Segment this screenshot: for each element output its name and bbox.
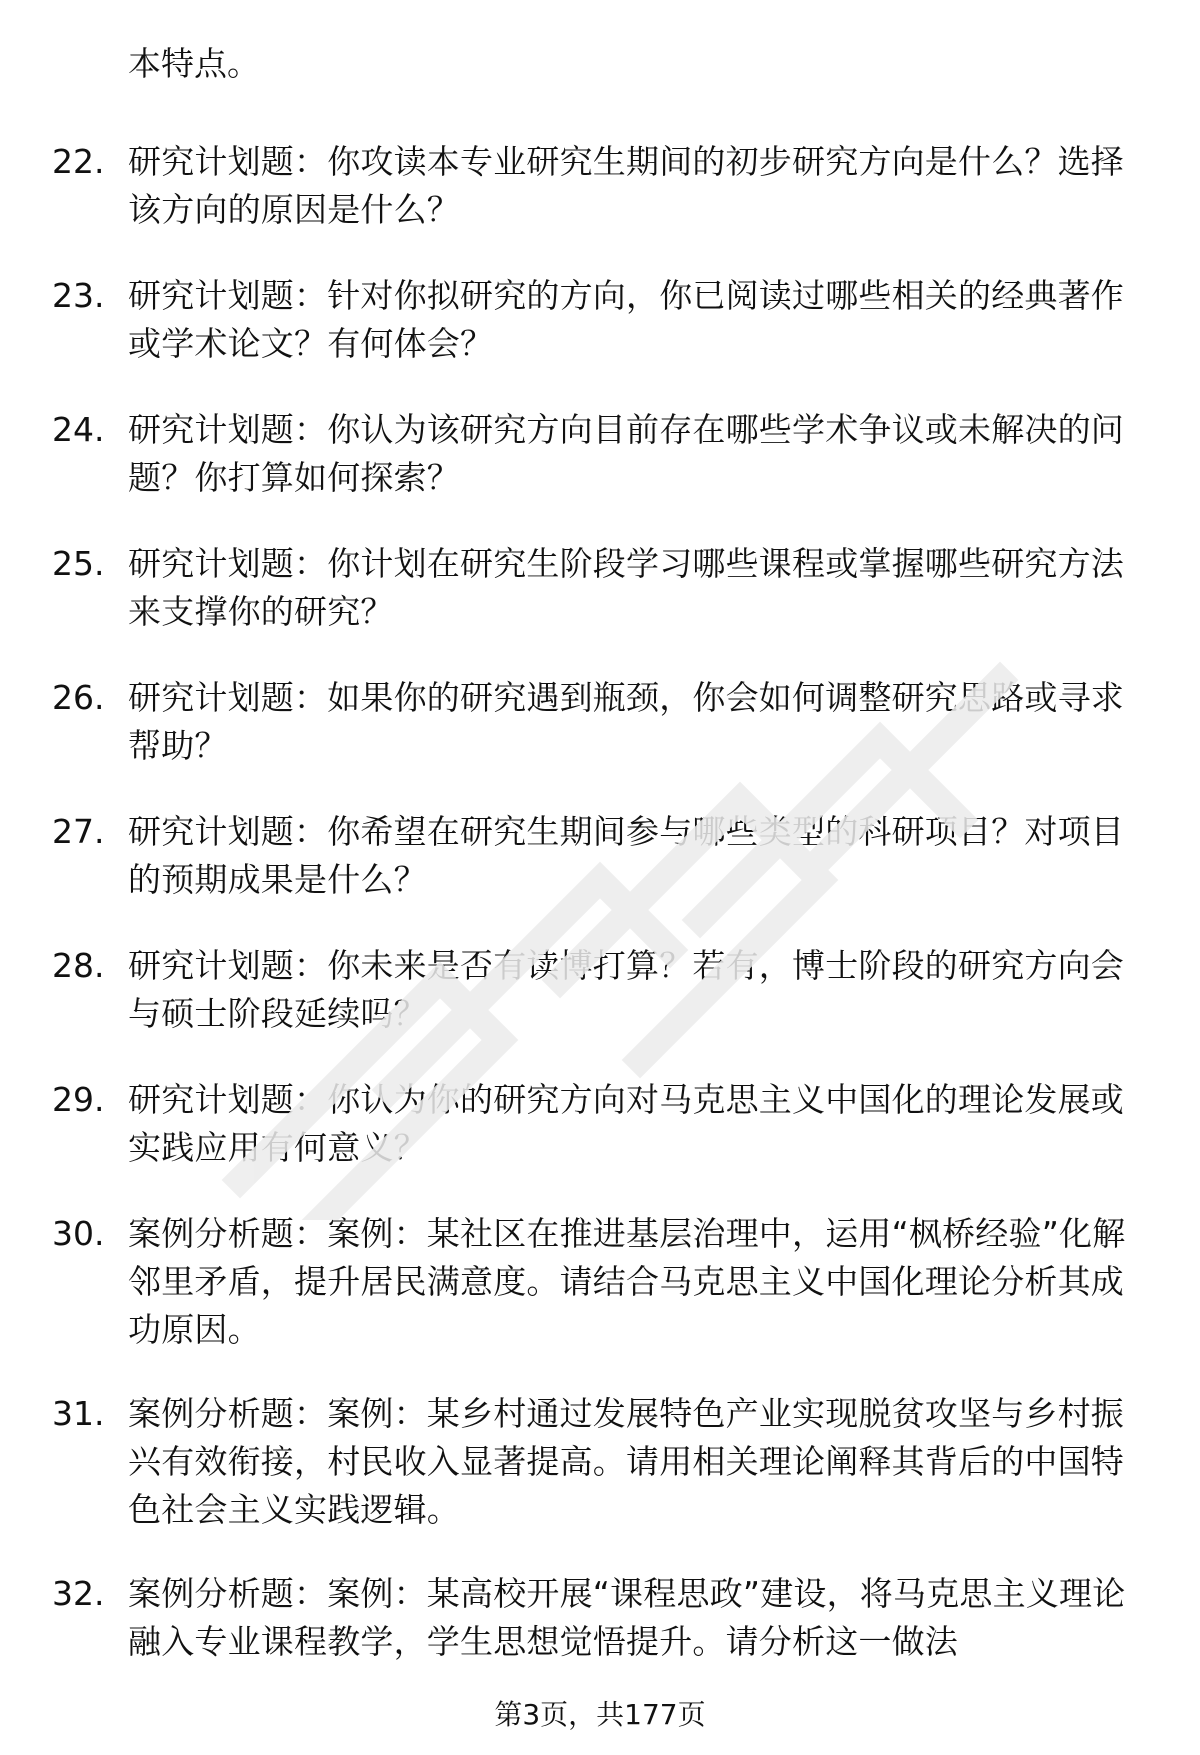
question-number: 23.	[52, 276, 105, 315]
question-number: 32.	[52, 1574, 105, 1613]
question-text: 研究计划题：你未来是否有读博打算？若有，博士阶段的研究方向会与硕士阶段延续吗？	[128, 946, 1124, 1033]
question-text: 案例分析题：案例：某高校开展“课程思政”建设，将马克思主义理论融入专业课程教学，学生思想觉悟提升。请分析这一做法	[128, 1574, 1126, 1661]
question-text: 研究计划题：你认为你的研究方向对马克思主义中国化的理论发展或实践应用有何意义？	[128, 1080, 1124, 1167]
question-number: 24.	[52, 410, 105, 449]
question-number: 25.	[52, 544, 105, 583]
question-text: 研究计划题：针对你拟研究的方向，你已阅读过哪些相关的经典著作或学术论文？有何体会？	[128, 276, 1124, 363]
question-text: 研究计划题：你计划在研究生阶段学习哪些课程或掌握哪些研究方法来支撑你的研究？	[128, 544, 1124, 631]
question-number: 22.	[52, 142, 105, 181]
question-text: 案例分析题：案例：某乡村通过发展特色产业实现脱贫攻坚与乡村振兴有效衔接，村民收入显著提高。请用相关理论阐释其背后的中国特色社会主义实践逻辑。	[128, 1394, 1124, 1529]
continuation-text: 本特点。	[128, 44, 260, 83]
question-text: 研究计划题：你攻读本专业研究生期间的初步研究方向是什么？选择该方向的原因是什么？	[128, 142, 1124, 229]
question-text: 研究计划题：如果你的研究遇到瓶颈，你会如何调整研究思路或寻求帮助？	[128, 678, 1124, 765]
question-number: 31.	[52, 1394, 105, 1433]
question-text: 研究计划题：你认为该研究方向目前存在哪些学术争议或未解决的问题？你打算如何探索？	[128, 410, 1124, 497]
question-text: 研究计划题：你希望在研究生期间参与哪些类型的科研项目？对项目的预期成果是什么？	[128, 812, 1124, 899]
question-text: 案例分析题：案例：某社区在推进基层治理中，运用“枫桥经验”化解邻里矛盾，提升居民满意度。请结合马克思主义中国化理论分析其成功原因。	[128, 1214, 1126, 1349]
question-number: 29.	[52, 1080, 105, 1119]
page-footer: 第3页，共177页	[494, 1698, 706, 1731]
question-number: 30.	[52, 1214, 105, 1253]
question-number: 27.	[52, 812, 105, 851]
question-number: 26.	[52, 678, 105, 717]
question-number: 28.	[52, 946, 105, 985]
